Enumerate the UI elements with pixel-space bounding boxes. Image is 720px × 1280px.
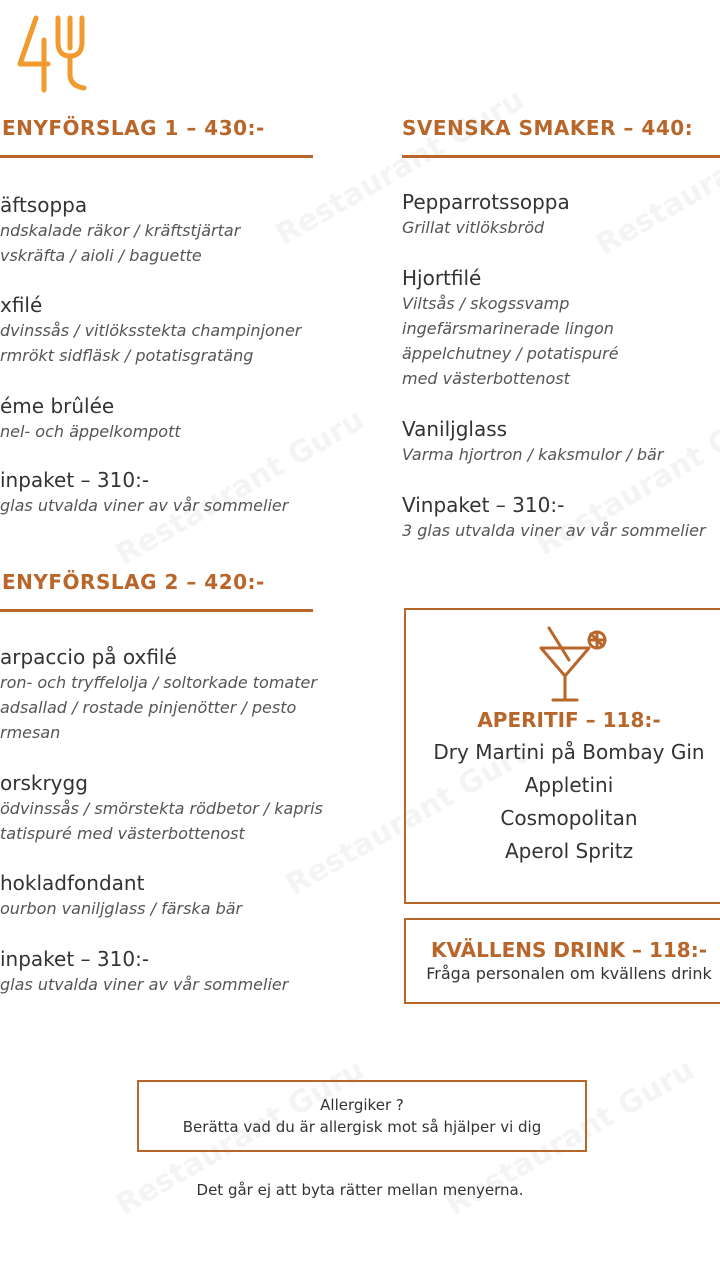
dish-desc: äppelchutney / potatispuré [402,344,619,363]
aperitif-box [404,608,720,904]
dish-desc: ndskalade räkor / kräftstjärtar [0,221,241,240]
dish-desc: adsallad / rostade pinjenötter / pesto [0,698,297,717]
dish-desc: ingefärsmarinerade lingon [402,319,614,338]
allergy-line2: Berätta vad du är allergisk mot så hjälper vi dig [182,1118,542,1136]
dish-name: arpaccio på oxfilé [0,645,177,669]
cocktail-glass-icon [539,626,609,704]
svenska-title: SVENSKA SMAKER – 440: [402,116,694,140]
menu2-item [0,870,242,921]
allergy-notice [137,1080,587,1152]
menu2-title: ENYFÖRSLAG 2 – 420:- [2,570,265,594]
aperitif-title: APERITIF – 118:- [477,708,661,732]
dish-name: hokladfondant [0,871,145,895]
allergy-line1: Allergiker ? [320,1096,404,1114]
dish-name: äftsoppa [0,193,88,217]
dish-desc: nel- och äppelkompott [0,422,181,441]
drink-item: Cosmopolitan [500,806,638,830]
dish-desc: ron- och tryffelolja / soltorkade tomater [0,673,317,692]
dish-name: Vaniljglass [402,417,508,441]
dish-desc: 3 glas utvalda viner av vår sommelier [402,521,706,540]
evening-drink-title: KVÄLLENS DRINK – 118:- [430,938,707,962]
menu2-item [0,946,288,997]
dish-desc: Viltsås / skogssvamp [402,294,570,313]
drink-item: Dry Martini på Bombay Gin [433,740,705,764]
svenska-divider [402,155,720,158]
fork-logo-icon [14,12,90,94]
dish-name: inpaket – 310:- [0,468,150,492]
dish-name: éme brûlée [0,394,115,418]
dish-name: Pepparrotssoppa [402,190,570,214]
menu2-divider [0,609,313,612]
dish-name: Hjortfilé [402,266,482,290]
footer-note: Det går ej att byta rätter mellan menyerna. [196,1181,524,1199]
dish-desc: Grillat vitlöksbröd [402,218,545,237]
dish-desc: rmrökt sidfläsk / potatisgratäng [0,346,254,365]
dish-desc: glas utvalda viner av vår sommelier [0,496,289,515]
evening-drink-box [404,918,720,1004]
dish-name: Vinpaket – 310:- [402,493,565,517]
menu2-item [0,644,317,745]
menu1-item [0,393,181,444]
dish-desc: vskräfta / aioli / baguette [0,246,202,265]
menu1-title: ENYFÖRSLAG 1 – 430:- [2,116,265,140]
svenska-item [402,492,706,543]
svenska-item [402,189,570,240]
dish-desc: med västerbottenost [402,369,570,388]
drink-item: Aperol Spritz [504,839,634,863]
dish-name: orskrygg [0,771,88,795]
aperitif-list [406,736,720,868]
menu1-item [0,292,301,368]
dish-desc: dvinssås / vitlöksstekta champinjoner [0,321,302,340]
menu1-item [0,192,240,268]
menu1-divider [0,155,313,158]
evening-drink-subtitle: Fråga personalen om kvällens drink [426,964,712,983]
dish-desc: ödvinssås / smörstekta rödbetor / kapris [0,799,323,818]
dish-desc: glas utvalda viner av vår sommelier [0,975,289,994]
drink-item: Appletini [524,773,614,797]
dish-name: inpaket – 310:- [0,947,150,971]
dish-desc: ourbon vaniljglass / färska bär [0,899,243,918]
menu2-item [0,770,323,846]
svenska-item [402,265,619,391]
dish-desc: Varma hjortron / kaksmulor / bär [402,445,664,464]
dish-name: xfilé [0,293,43,317]
svenska-item [402,416,663,467]
dish-desc: tatispuré med västerbottenost [0,824,245,843]
dish-desc: rmesan [0,723,61,742]
menu1-item [0,467,288,518]
